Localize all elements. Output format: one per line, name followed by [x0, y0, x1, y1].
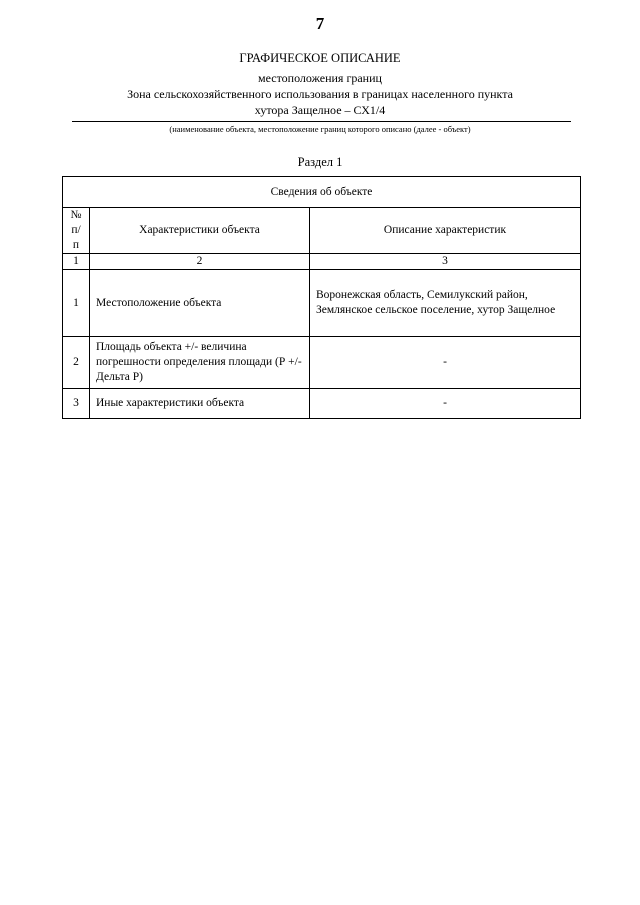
subtitle-line-2: Зона сельскохозяйственного использования в границах населенного пункта	[127, 87, 513, 101]
object-caption: (наименование объекта, местоположение границ которого описано (далее - объект)	[169, 124, 471, 134]
column-number-3: 3	[310, 254, 581, 270]
page-number: 7	[315, 14, 325, 33]
column-number-1: 1	[63, 254, 90, 270]
column-header-description: Описание характеристик	[310, 208, 581, 254]
table-row	[63, 389, 581, 419]
column-header-characteristic: Характеристики объекта	[90, 208, 310, 254]
column-header-number: № п/п	[63, 208, 90, 254]
row-description: -	[310, 389, 581, 419]
row-characteristic: Площадь объекта +/- величина погрешности определения площади (Р +/- Дельта Р)	[90, 337, 310, 389]
document-title: ГРАФИЧЕСКОЕ ОПИСАНИЕ	[239, 51, 401, 65]
subtitle-line-1: местоположения границ	[258, 71, 382, 85]
row-description: -	[310, 337, 581, 389]
table-heading: Сведения об объекте	[63, 177, 581, 208]
row-number: 2	[63, 337, 90, 389]
section-title: Раздел 1	[297, 155, 343, 169]
table-row	[63, 270, 581, 337]
row-number: 3	[63, 389, 90, 419]
title-underline	[72, 121, 571, 122]
row-characteristic: Иные характеристики объекта	[90, 389, 310, 419]
column-number-2: 2	[90, 254, 310, 270]
row-description: Воронежская область, Семилукский район, Землянское сельское поселение, хутор Защелное	[310, 270, 581, 337]
subtitle-line-3: хутора Защелное – СХ1/4	[254, 103, 386, 117]
row-characteristic: Местоположение объекта	[90, 270, 310, 337]
object-info-table	[62, 176, 581, 419]
row-number: 1	[63, 270, 90, 337]
table-row	[63, 337, 581, 389]
